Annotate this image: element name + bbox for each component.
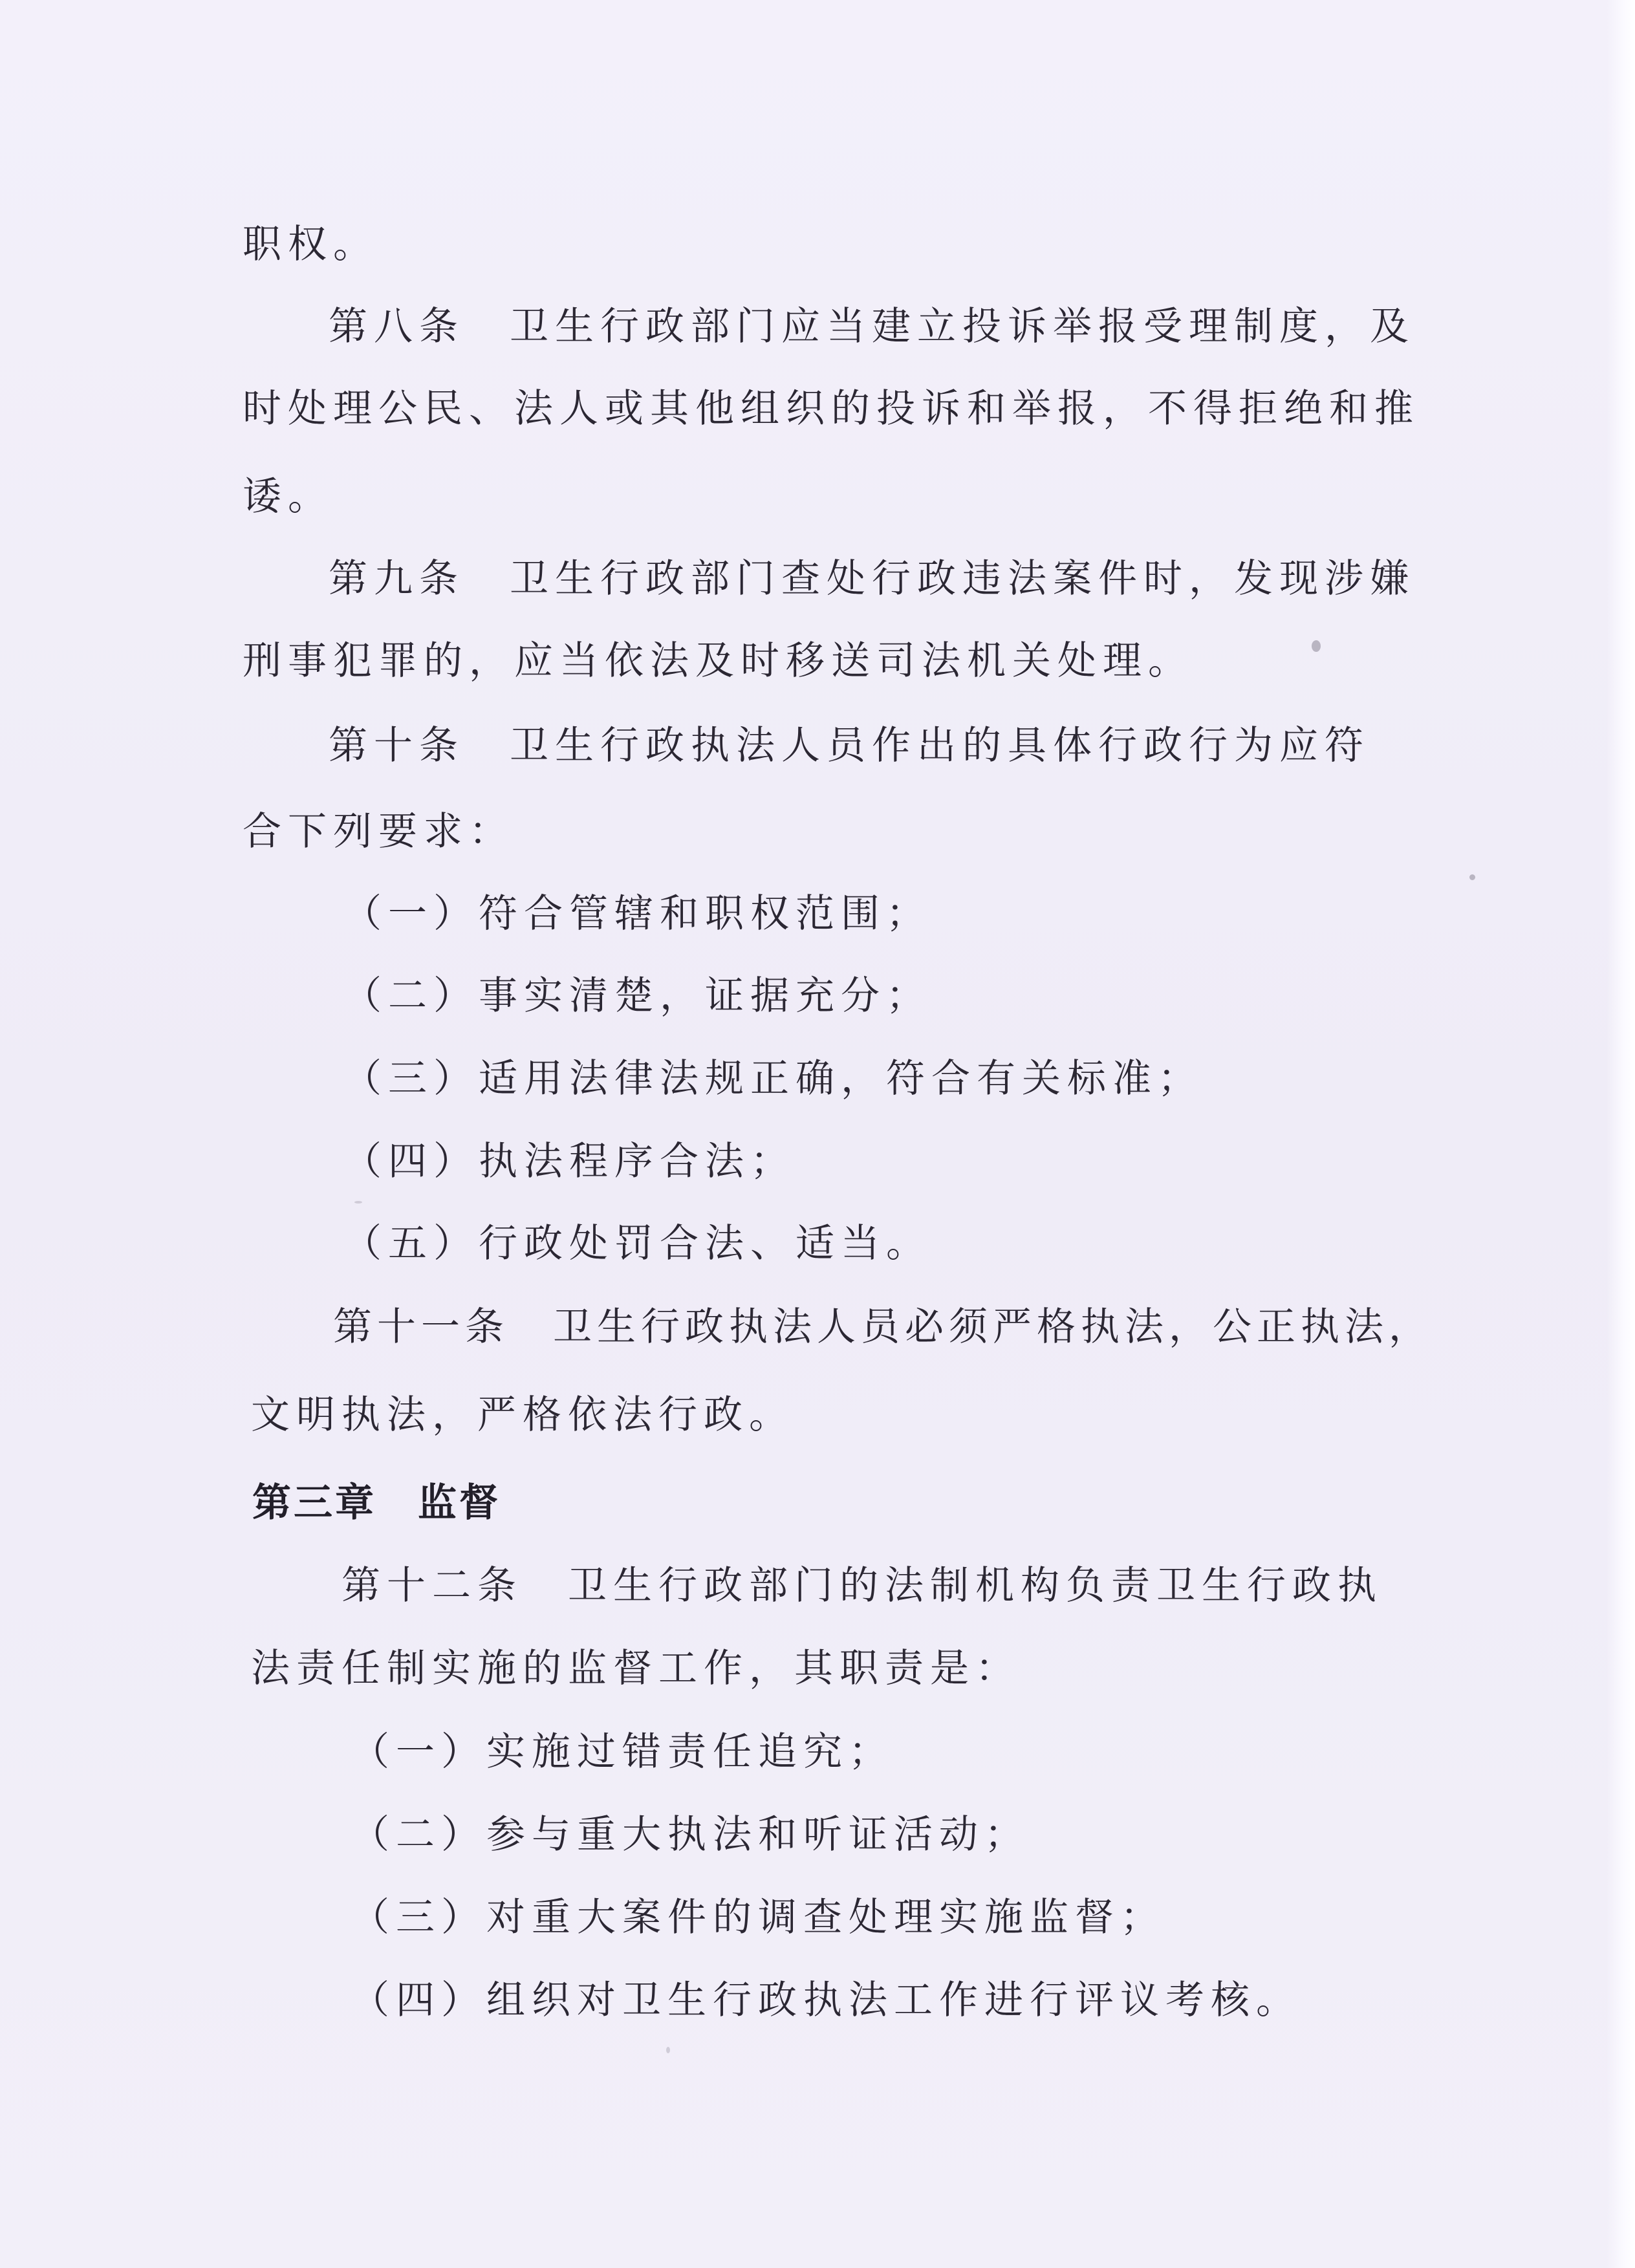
page-edge bbox=[1607, 0, 1635, 2268]
article-12-line-1: 第十二条 卫生行政部门的法制机构负责卫生行政执 bbox=[341, 1563, 1383, 1608]
article-10-item-5: （五）行政处罚合法、适当。 bbox=[343, 1221, 931, 1266]
article-10-item-4: （四）执法程序合法； bbox=[343, 1139, 796, 1184]
article-10-line-1: 第十条 卫生行政执法人员作出的具体行政行为应符 bbox=[329, 723, 1370, 768]
article-8-line-3: 诿。 bbox=[243, 474, 333, 519]
scan-speck bbox=[666, 2047, 670, 2053]
article-8-line-1: 第八条 卫生行政部门应当建立投诉举报受理制度，及 bbox=[329, 304, 1415, 349]
scan-speck bbox=[354, 1201, 362, 1204]
article-9-line-1: 第九条 卫生行政部门查处行政违法案件时，发现涉嫌 bbox=[329, 556, 1415, 601]
article-10-line-2: 合下列要求： bbox=[243, 809, 514, 854]
article-8-line-2: 时处理公民、法人或其他组织的投诉和举报，不得拒绝和推 bbox=[243, 386, 1420, 431]
article-10-item-3: （三）适用法律法规正确，符合有关标准； bbox=[343, 1056, 1203, 1101]
text-line-1: 职权。 bbox=[243, 222, 378, 267]
article-11-line-2: 文明执法，严格依法行政。 bbox=[251, 1392, 794, 1438]
article-9-line-2: 刑事犯罪的，应当依法及时移送司法机关处理。 bbox=[243, 638, 1193, 684]
chapter-heading: 第三章 监督 bbox=[252, 1480, 501, 1526]
article-12-line-2: 法责任制实施的监督工作，其职责是： bbox=[251, 1646, 1021, 1691]
article-12-item-4: （四）组织对卫生行政执法工作进行评议考核。 bbox=[351, 1978, 1301, 2023]
scan-speck bbox=[1469, 874, 1475, 880]
article-11-line-1: 第十一条 卫生行政执法人员必须严格执法，公正执法， bbox=[333, 1304, 1433, 1350]
article-10-item-2: （二）事实清楚，证据充分； bbox=[343, 973, 931, 1019]
article-12-item-1: （一）实施过错责任追究； bbox=[351, 1729, 894, 1775]
article-12-item-3: （三）对重大案件的调查处理实施监督； bbox=[351, 1895, 1165, 1940]
article-10-item-1: （一）符合管辖和职权范围； bbox=[343, 891, 931, 936]
article-12-item-2: （二）参与重大执法和听证活动； bbox=[351, 1812, 1030, 1857]
scan-speck bbox=[1312, 640, 1321, 652]
